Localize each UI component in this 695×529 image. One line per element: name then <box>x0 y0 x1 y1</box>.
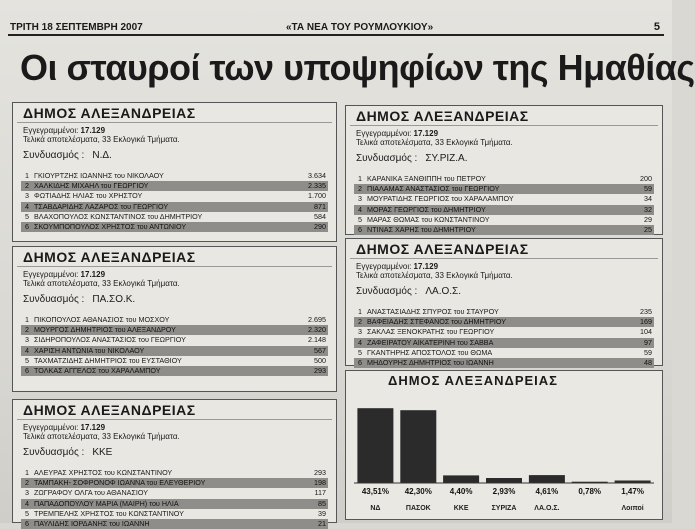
registered-value: 17.129 <box>413 262 439 271</box>
candidate-rank: 1 <box>358 307 362 316</box>
bar-ΛΑΟΣ <box>529 475 565 483</box>
newspaper-name: «ΤΑ ΝΕΑ ΤΟΥ ΡΟΥΜΛΟΥΚΙΟΥ» <box>286 22 434 33</box>
candidate-votes: 871 <box>314 201 326 211</box>
candidate-rank: 5 <box>25 508 29 518</box>
candidate-row <box>21 171 328 181</box>
candidate-votes: 584 <box>314 211 326 221</box>
candidate-rank: 4 <box>25 201 29 211</box>
coalition-line <box>13 146 336 165</box>
candidate-row <box>354 358 654 368</box>
candidate-name: ΣΑΚΛΑΣ ΞΕΝΟΚΡΑΤΗΣ του ΓΕΩΡΓΙΟΥ <box>367 327 495 337</box>
bar-value-label: 1,47% <box>621 487 644 496</box>
candidate-name: ΣΙΔΗΡΟΠΟΥΛΟΣ ΑΝΑΣΤΑΣΙΟΣ του ΓΕΩΡΓΙΟΥ <box>34 335 186 345</box>
candidate-votes: 21 <box>318 518 326 528</box>
vote-share-bar-chart <box>346 389 662 519</box>
candidate-row <box>21 325 328 335</box>
candidate-votes: 290 <box>314 221 326 231</box>
results-panel-syriza <box>345 105 663 235</box>
registered-label: Εγγεγραμμένοι: <box>23 126 79 135</box>
candidate-name: ΜΗΔΟΥΡΗΣ ΔΗΜΗΤΡΙΟΣ του ΙΩΑΝΝΗ <box>367 357 494 367</box>
coalition-label: Συνδυασμός : <box>23 294 85 305</box>
candidate-votes: 235 <box>640 307 652 316</box>
party-logo-label: ΛΑ.Ο.Σ. <box>534 505 560 512</box>
candidate-name: ΑΛΕΥΡΑΣ ΧΡΗΣΤΟΣ του ΚΩΝΣΤΑΝΤΙΝΟΥ <box>34 468 173 477</box>
candidate-row <box>354 205 654 215</box>
candidate-row <box>21 468 328 478</box>
candidate-votes: 59 <box>644 347 652 357</box>
candidate-name: ΤΡΕΜΠΕΛΗΣ ΧΡΗΣΤΟΣ του ΚΩΝΣΤΑΝΤΙΝΟΥ <box>34 508 184 518</box>
registered-value: 17.129 <box>80 126 106 135</box>
panel-title: ΔΗΜΟΣ ΑΛΕΞΑΝΔΡΕΙΑΣ <box>17 247 332 267</box>
candidate-row <box>21 222 328 232</box>
party-logo-label: ΚΚΕ <box>453 505 469 512</box>
candidate-rank: 2 <box>358 317 362 327</box>
candidate-rank: 5 <box>358 214 362 224</box>
candidate-votes: 97 <box>644 337 652 347</box>
results-note: Τελικά αποτελέσματα, 33 Εκλογικά Τμήματα. <box>23 279 180 288</box>
results-note: Τελικά αποτελέσματα, 33 Εκλογικά Τμήματα. <box>23 432 180 441</box>
registered-line <box>346 126 662 138</box>
panel-title: ΔΗΜΟΣ ΑΛΕΞΑΝΔΡΕΙΑΣ <box>350 239 658 259</box>
candidate-row <box>21 191 328 201</box>
candidate-votes: 293 <box>314 468 326 477</box>
candidate-name: ΤΣΑΒΔΑΡΙΔΗΣ ΛΑΖΑΡΟΣ του ΓΕΩΡΓΙΟΥ <box>34 201 169 211</box>
bar-ΝΔ <box>357 408 393 483</box>
candidate-row <box>21 202 328 212</box>
candidate-rank: 2 <box>25 181 29 191</box>
registered-label: Εγγεγραμμένοι: <box>23 423 79 432</box>
candidate-rank: 1 <box>25 171 29 180</box>
registered-line <box>346 259 662 271</box>
candidate-rank: 6 <box>25 518 29 528</box>
candidate-rank: 1 <box>25 468 29 477</box>
candidate-votes: 198 <box>314 478 326 488</box>
candidate-votes: 293 <box>314 365 326 375</box>
candidate-name: ΜΟΥΡΓΟΣ ΔΗΜΗΤΡΙΟΣ του ΑΛΕΞΑΝΔΡΟΥ <box>34 325 176 335</box>
chart-title: ΔΗΜΟΣ ΑΛΕΞΑΝΔΡΕΙΑΣ <box>388 373 558 388</box>
results-panel-nd <box>12 102 337 242</box>
candidate-votes: 3.634 <box>308 171 326 180</box>
candidate-votes: 25 <box>644 224 652 234</box>
page-headline: Οι σταυροί των υποψηφίων της Ημαθίας <box>20 47 695 88</box>
candidate-votes: 2.320 <box>308 325 326 335</box>
coalition-line <box>346 282 662 301</box>
candidate-name: ΠΑΠΑΔΟΠΟΥΛΟΥ ΜΑΡΙΑ (ΜΑΙΡΗ) του ΗΛΙΑ <box>34 498 179 508</box>
candidate-votes: 2.148 <box>308 335 326 345</box>
candidate-name: ΧΑΛΚΙΔΗΣ ΜΙΧΑΗΛ του ΓΕΩΡΓΙΟΥ <box>34 181 149 191</box>
bar-ΠΑΣΟΚ <box>400 410 436 483</box>
candidate-name: ΜΟΥΡΑΤΙΔΗΣ ΓΕΩΡΓΙΟΣ του ΧΑΡΑΛΑΜΠΟΥ <box>367 194 514 204</box>
registered-label: Εγγεγραμμένοι: <box>356 129 412 138</box>
registered-value: 17.129 <box>80 270 106 279</box>
candidate-row <box>354 184 654 194</box>
candidate-row <box>21 509 328 519</box>
party-logo-label: ΣΥΡΙΖΑ <box>491 505 517 512</box>
candidate-list <box>21 171 328 232</box>
results-panel-pasok <box>12 246 337 392</box>
registered-label: Εγγεγραμμένοι: <box>23 270 79 279</box>
candidate-row <box>21 488 328 498</box>
candidate-name: ΖΩΓΡΑΦΟΥ ΟΛΓΑ του ΑΘΑΝΑΣΙΟΥ <box>34 488 149 498</box>
coalition-label: Συνδυασμός : <box>356 286 418 297</box>
candidate-votes: 29 <box>644 214 652 224</box>
bar-value-label: 4,40% <box>449 487 473 496</box>
candidate-votes: 169 <box>640 317 652 327</box>
candidate-list <box>21 315 328 376</box>
registered-line <box>13 267 336 279</box>
coalition-label: Συνδυασμός : <box>356 153 418 164</box>
candidate-rank: 3 <box>25 335 29 345</box>
bar-ΣΥΡΙΖΑ <box>486 478 522 483</box>
candidate-rank: 2 <box>25 478 29 488</box>
candidate-row <box>354 174 654 184</box>
candidate-votes: 500 <box>314 355 326 365</box>
coalition-line <box>13 290 336 309</box>
candidate-votes: 1.700 <box>308 191 326 201</box>
candidate-name: ΑΝΑΣΤΑΣΙΑΔΗΣ ΣΠΥΡΟΣ του ΣΤΑΥΡΟΥ <box>367 307 499 316</box>
candidate-rank: 4 <box>358 337 362 347</box>
candidate-rank: 5 <box>25 355 29 365</box>
candidate-rank: 4 <box>358 204 362 214</box>
candidate-rank: 6 <box>25 365 29 375</box>
candidate-votes: 104 <box>640 327 652 337</box>
party-logo-label: ΠΑΣΟΚ <box>405 505 431 512</box>
candidate-row <box>354 307 654 317</box>
candidate-row <box>21 212 328 222</box>
coalition-name: ΚΚΕ <box>92 447 113 458</box>
panel-title: ΔΗΜΟΣ ΑΛΕΞΑΝΔΡΕΙΑΣ <box>350 106 658 126</box>
candidate-name: ΖΑΦΕΙΡΑΤΟΥ ΑΙΚΑΤΕΡΙΝΗ του ΣΑΒΒΑ <box>367 337 494 347</box>
bar-value-label: 43,51% <box>361 487 389 496</box>
candidate-votes: 39 <box>318 508 326 518</box>
candidate-name: ΜΟΡΑΣ ΓΕΩΡΓΙΟΣ του ΔΗΜΗΤΡΙΟΥ <box>367 204 486 214</box>
bar-ΚΚΕ <box>443 475 479 483</box>
candidate-rank: 1 <box>25 315 29 324</box>
candidate-name: ΓΚΑΝΤΗΡΗΣ ΑΠΟΣΤΟΛΟΣ του ΘΩΜΑ <box>367 347 493 357</box>
results-note: Τελικά αποτελέσματα, 33 Εκλογικά Τμήματα. <box>356 271 513 280</box>
candidate-row <box>21 478 328 488</box>
candidate-row <box>354 194 654 204</box>
candidate-list <box>21 468 328 529</box>
results-chart-panel <box>345 370 663 520</box>
candidate-rank: 3 <box>358 194 362 204</box>
candidate-votes: 200 <box>640 174 652 183</box>
candidate-name: ΤΑΜΠΑΚΗ- ΣΟΦΡΟΝΟΦ ΙΩΑΝΝΑ του ΕΛΕΥΘΕΡΙΟΥ <box>34 478 206 488</box>
candidate-rank: 1 <box>358 174 362 183</box>
panel-title: ΔΗΜΟΣ ΑΛΕΞΑΝΔΡΕΙΑΣ <box>17 103 332 123</box>
candidate-row <box>21 356 328 366</box>
candidate-row <box>21 181 328 191</box>
party-logo-label: Λοιποί <box>621 505 644 512</box>
page-number: 5 <box>653 21 660 33</box>
candidate-row <box>21 366 328 376</box>
coalition-label: Συνδυασμός : <box>23 447 85 458</box>
candidate-rank: 3 <box>25 488 29 498</box>
candidate-rank: 2 <box>25 325 29 335</box>
results-panel-laos <box>345 238 663 366</box>
registered-label: Εγγεγραμμένοι: <box>356 262 412 271</box>
candidate-rank: 3 <box>358 327 362 337</box>
registered-line <box>13 123 336 135</box>
bar-value-label: 42,30% <box>404 487 432 496</box>
bar-value-label: 0,78% <box>578 487 602 496</box>
candidate-votes: 59 <box>644 184 652 194</box>
candidate-rank: 5 <box>358 347 362 357</box>
registered-line <box>13 420 336 432</box>
candidate-name: ΤΟΛΚΑΣ ΑΓΓΕΛΟΣ του ΧΑΡΑΛΑΜΠΟΥ <box>34 365 161 375</box>
candidate-rank: 4 <box>25 345 29 355</box>
candidate-name: ΚΑΡΑΝΙΚΑ ΞΑΝΘΙΠΠΗ του ΠΕΤΡΟΥ <box>367 174 486 183</box>
candidate-name: ΒΛΑΧΟΠΟΥΛΟΣ ΚΩΝΣΤΑΝΤΙΝΟΣ του ΔΗΜΗΤΡΙΟΥ <box>34 211 203 221</box>
candidate-votes: 2.335 <box>308 181 326 191</box>
coalition-line <box>346 149 662 168</box>
candidate-votes: 48 <box>644 357 652 367</box>
candidate-rank: 5 <box>25 211 29 221</box>
candidate-row <box>354 327 654 337</box>
candidate-row <box>21 335 328 345</box>
coalition-label: Συνδυασμός : <box>23 150 85 161</box>
coalition-name: ΠΑ.ΣΟ.Κ. <box>92 294 136 305</box>
candidate-votes: 34 <box>644 194 652 204</box>
candidate-row <box>354 317 654 327</box>
party-logo-label: ΝΔ <box>370 505 381 512</box>
candidate-rank: 6 <box>358 224 362 234</box>
candidate-row <box>21 499 328 509</box>
candidate-row <box>21 315 328 325</box>
candidate-row <box>21 519 328 529</box>
candidate-name: ΝΤΙΝΑΣ ΧΑΡΗΣ του ΔΗΜΗΤΡΙΟΥ <box>367 224 476 234</box>
candidate-name: ΠΙΚΟΠΟΥΛΟΣ ΑΘΑΝΑΣΙΟΣ του ΜΟΣΧΟΥ <box>34 315 170 324</box>
candidate-name: ΣΚΟΥΜΠΟΠΟΥΛΟΣ ΧΡΗΣΤΟΣ του ΑΝΤΩΝΙΟΥ <box>34 221 187 231</box>
coalition-name: ΛΑ.Ο.Σ. <box>425 286 461 297</box>
bar-value-label: 2,93% <box>492 487 516 496</box>
candidate-row <box>21 346 328 356</box>
candidate-name: ΓΚΙΟΥΡΤΖΗΣ ΙΩΑΝΝΗΣ του ΝΙΚΟΛΑΟΥ <box>34 171 164 180</box>
page-header <box>8 20 664 36</box>
candidate-name: ΦΩΤΙΑΔΗΣ ΗΛΙΑΣ του ΧΡΗΣΤΟΥ <box>34 191 143 201</box>
candidate-rank: 3 <box>25 191 29 201</box>
candidate-rank: 4 <box>25 498 29 508</box>
candidate-name: ΜΑΡΑΣ ΘΩΜΑΣ του ΚΩΝΣΤΑΝΤΙΝΟΥ <box>367 214 490 224</box>
candidate-row <box>354 338 654 348</box>
results-note: Τελικά αποτελέσματα, 33 Εκλογικά Τμήματα. <box>23 135 180 144</box>
candidate-list <box>354 174 654 235</box>
candidate-rank: 6 <box>358 357 362 367</box>
candidate-row <box>354 225 654 235</box>
candidate-votes: 567 <box>314 345 326 355</box>
candidate-votes: 85 <box>318 498 326 508</box>
panel-title: ΔΗΜΟΣ ΑΛΕΞΑΝΔΡΕΙΑΣ <box>17 400 332 420</box>
candidate-name: ΧΑΡΙΣΗ ΑΝΤΩΝΙΑ του ΝΙΚΟΛΑΟΥ <box>34 345 145 355</box>
candidate-row <box>354 215 654 225</box>
coalition-line <box>13 443 336 462</box>
candidate-votes: 2.695 <box>308 315 326 324</box>
candidate-name: ΠΑΥΛΙΔΗΣ ΙΟΡΔΑΝΗΣ του ΙΩΑΝΝΗ <box>34 518 150 528</box>
candidate-list <box>354 307 654 368</box>
registered-value: 17.129 <box>80 423 106 432</box>
candidate-name: ΠΙΑΛΑΜΑΣ ΑΝΑΣΤΑΣΙΟΣ του ΓΕΩΡΓΙΟΥ <box>367 184 500 194</box>
candidate-votes: 117 <box>314 488 326 498</box>
results-note: Τελικά αποτελέσματα, 33 Εκλογικά Τμήματα. <box>356 138 513 147</box>
results-panel-kke <box>12 399 337 528</box>
candidate-name: ΒΑΦΕΙΑΔΗΣ ΣΤΕΦΑΝΟΣ του ΔΗΜΗΤΡΙΟΥ <box>367 317 507 327</box>
registered-value: 17.129 <box>413 129 439 138</box>
candidate-rank: 2 <box>358 184 362 194</box>
bar-value-label: 4,61% <box>535 487 559 496</box>
candidate-rank: 6 <box>25 221 29 231</box>
candidate-name: ΤΑΧΜΑΤΖΙΔΗΣ ΔΗΜΗΤΡΙΟΣ του ΕΥΣΤΑΘΙΟΥ <box>34 355 182 365</box>
coalition-name: Ν.Δ. <box>92 150 112 161</box>
coalition-name: ΣΥ.ΡΙΖ.Α. <box>425 153 468 164</box>
candidate-votes: 32 <box>644 204 652 214</box>
issue-date: ΤΡΙΤΗ 18 ΣΕΠΤΕΜΒΡΗ 2007 <box>10 22 143 33</box>
candidate-row <box>354 348 654 358</box>
